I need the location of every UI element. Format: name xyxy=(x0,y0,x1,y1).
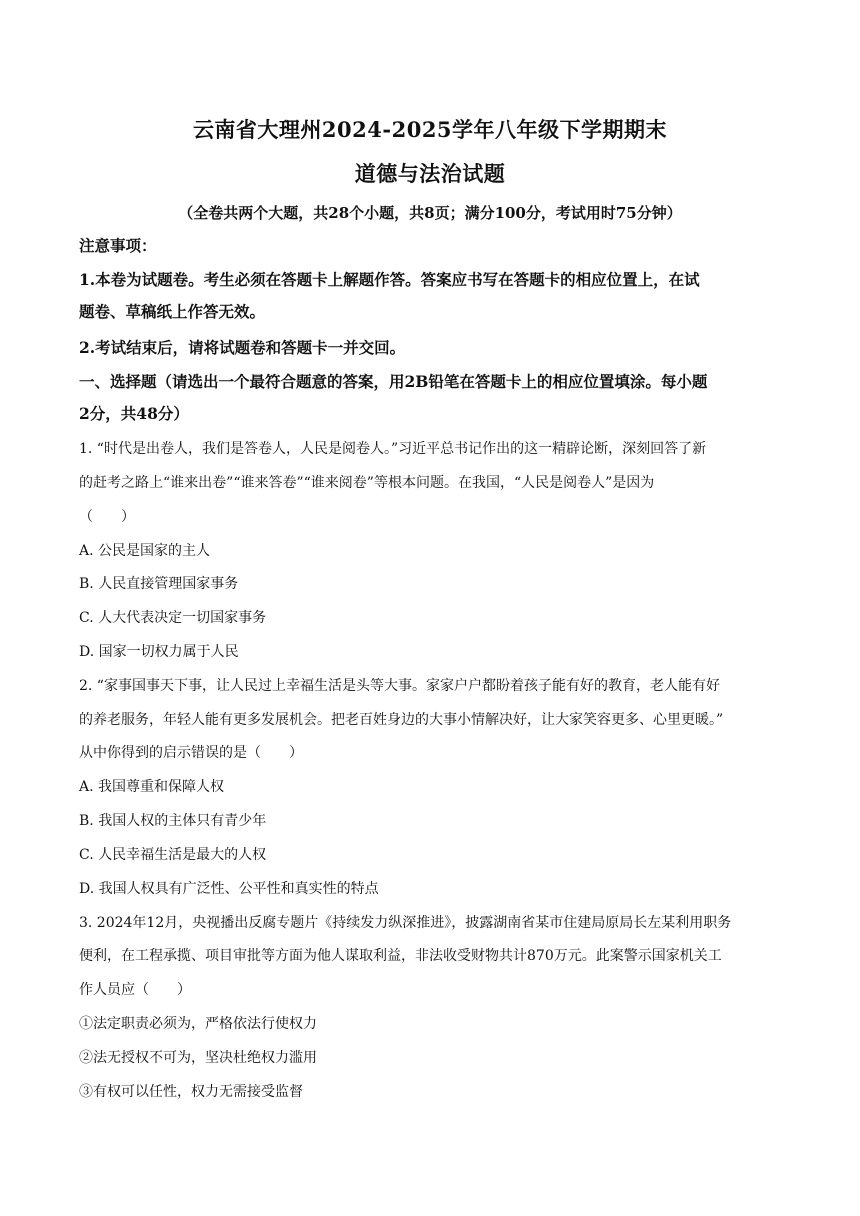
question-3-option-1: ①法定职责必须为，严格依法行使权力 xyxy=(79,1016,317,1032)
question-2-text: 从中你得到的启示错误的是（ ） xyxy=(79,745,303,761)
question-3-text: 作人员应（ ） xyxy=(79,982,191,998)
question-2-option-b: B. 我国人权的主体只有青少年 xyxy=(79,813,267,829)
notice-item-1: 1.本卷为试题卷。考生必须在答题卡上解题作答。答案应书写在答题卡的相应位置上，在试 xyxy=(79,270,700,289)
question-1-option-d: D. 国家一切权力属于人民 xyxy=(79,644,239,660)
question-1-text: （ ） xyxy=(79,509,135,525)
notice-item-2: 2.考试结束后，请将试题卷和答题卡一并交回。 xyxy=(79,338,406,357)
exam-info: （全卷共两个大题，共28个小题，共8页；满分100分，考试用时75分钟） xyxy=(178,204,682,222)
exam-title: 云南省大理州2024-2025学年八年级下学期期末 xyxy=(192,117,668,142)
exam-subtitle: 道德与法治试题 xyxy=(354,161,506,186)
section-heading-cont: 2分，共48分） xyxy=(79,404,189,423)
question-1-option-a: A. 公民是国家的主人 xyxy=(79,543,211,559)
question-2-option-d: D. 我国人权具有广泛性、公平性和真实性的特点 xyxy=(79,881,379,897)
question-2-text: 的养老服务，年轻人能有更多发展机会。把老百姓身边的大事小情解决好，让大家笑容更多、心里更暖。” xyxy=(79,712,724,728)
question-3-text: 便利，在工程承揽、项目审批等方面为他人谋取利益，非法收受财物共计870万元。此案警示国家机关工 xyxy=(79,948,722,964)
notice-item-1-cont: 题卷、草稿纸上作答无效。 xyxy=(79,302,266,321)
question-1-text: 的赶考之路上“谁来出卷”“谁来答卷”“谁来阅卷”等根本问题。在我国，“人民是阅卷人”是因为 xyxy=(79,475,655,491)
question-3-option-2: ②法无授权不可为，坚决杜绝权力滥用 xyxy=(79,1050,317,1066)
question-2-option-a: A. 我国尊重和保障人权 xyxy=(79,779,225,795)
question-3-option-3: ③有权可以任性，权力无需接受监督 xyxy=(79,1084,303,1100)
section-heading: 一、选择题（请选出一个最符合题意的答案，用2B铅笔在答题卡上的相应位置填涂。每小题 xyxy=(79,372,708,391)
question-2-text: 2. “家事国事天下事，让人民过上幸福生活是头等大事。家家户户都盼着孩子能有好的教育，老人能有好 xyxy=(79,678,720,694)
question-1-text: 1. “时代是出卷人，我们是答卷人，人民是阅卷人。”习近平总书记作出的这一精辟论断，深刻回答了新 xyxy=(79,441,707,457)
question-2-option-c: C. 人民幸福生活是最大的人权 xyxy=(79,847,267,863)
question-1-option-b: B. 人民直接管理国家事务 xyxy=(79,576,239,592)
question-1-option-c: C. 人大代表决定一切国家事务 xyxy=(79,610,267,626)
question-3-text: 3. 2024年12月，央视播出反腐专题片《持续发力纵深推进》，披露湖南省某市住建局原局长左某利用职务 xyxy=(79,915,732,931)
notice-heading: 注意事项： xyxy=(79,236,157,255)
